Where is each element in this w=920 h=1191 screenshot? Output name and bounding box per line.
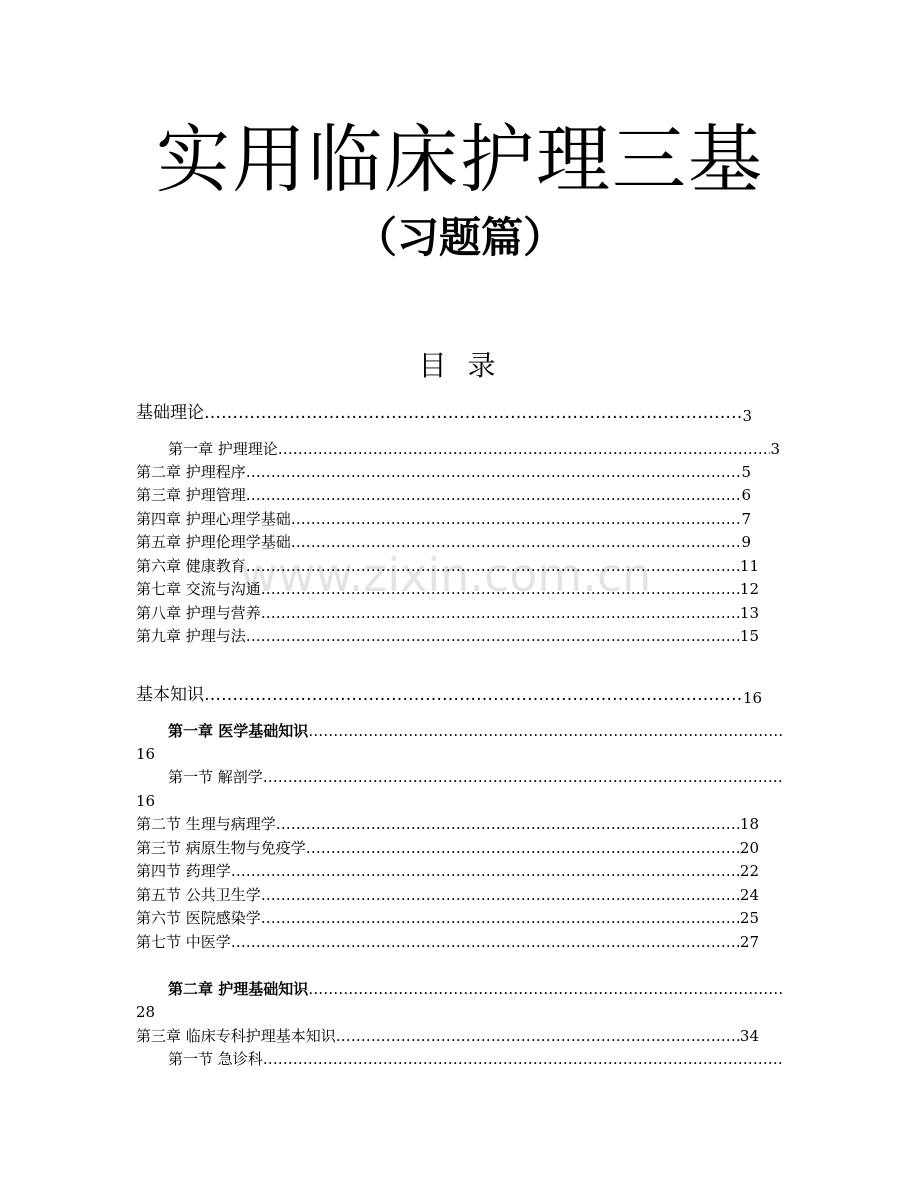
toc-page-number: 12 <box>739 580 759 598</box>
toc-leader-dots <box>336 1024 740 1048</box>
toc-entry[interactable] <box>168 437 780 461</box>
toc-entry[interactable] <box>136 460 751 484</box>
watermark: www.zixin.com.cn <box>240 548 652 602</box>
toc-part-basic-knowledge[interactable] <box>136 683 762 707</box>
toc-leader-dots <box>308 977 784 1001</box>
toc-label: 第二节 生理与病理学 <box>136 815 276 833</box>
toc-page-number: 22 <box>739 862 759 880</box>
toc-leader-dots <box>306 836 740 860</box>
toc-part-basic-theory[interactable] <box>136 401 752 425</box>
toc-entry[interactable] <box>136 836 759 860</box>
toc-leader-dots <box>261 883 740 907</box>
toc-page-number: 24 <box>739 886 759 904</box>
toc-entry[interactable] <box>136 554 759 578</box>
toc-label: 第八章 护理与营养 <box>136 604 261 622</box>
toc-entry[interactable] <box>136 1024 759 1048</box>
toc-entry[interactable] <box>136 601 759 625</box>
toc-label: 第四节 药理学 <box>136 862 231 880</box>
toc-leader-dots <box>261 906 740 930</box>
toc-page-number: 28 <box>136 1003 156 1021</box>
toc-entry[interactable] <box>136 930 759 954</box>
toc-label: 第二章 护理基础知识 <box>168 980 309 998</box>
toc-page-number: 25 <box>739 909 759 927</box>
toc-leader-dots <box>261 577 740 601</box>
toc-leader-dots <box>263 765 784 789</box>
toc-label: 基础理论 <box>136 403 204 423</box>
toc-leader-dots <box>246 460 742 484</box>
toc-leader-dots <box>291 507 742 531</box>
toc-label: 第六章 健康教育 <box>136 557 246 575</box>
toc-entry[interactable] <box>136 483 751 507</box>
toc-page-number: 3 <box>770 440 780 458</box>
toc-entry[interactable] <box>168 1047 784 1071</box>
toc-chapter-medical-basics[interactable] <box>168 719 784 743</box>
toc-leader-dots <box>204 683 743 707</box>
document-title: 实用临床护理三基 <box>156 117 764 203</box>
toc-page-number: 27 <box>739 933 759 951</box>
toc-entry[interactable] <box>168 765 784 789</box>
toc-label: 第一节 解剖学 <box>168 768 263 786</box>
toc-entry[interactable] <box>136 530 751 554</box>
toc-label: 基本知识 <box>136 685 204 705</box>
toc-page-number: 16 <box>742 689 762 707</box>
toc-heading: 目 录 <box>418 349 502 382</box>
toc-entry[interactable] <box>136 906 759 930</box>
toc-entry[interactable] <box>136 812 759 836</box>
toc-label: 第一章 医学基础知识 <box>168 722 309 740</box>
toc-page-number: 3 <box>742 407 752 425</box>
toc-page-number: 15 <box>739 627 759 645</box>
toc-label: 第七章 交流与沟通 <box>136 580 261 598</box>
toc-page-number: 34 <box>739 1027 759 1045</box>
toc-leader-dots <box>278 437 771 461</box>
toc-leader-dots <box>261 601 740 625</box>
toc-page-number: 16 <box>136 792 156 810</box>
toc-leader-dots <box>276 812 740 836</box>
toc-chapter-nursing-basics[interactable] <box>168 977 784 1001</box>
toc-leader-dots <box>263 1047 784 1071</box>
toc-label: 第二章 护理程序 <box>136 463 246 481</box>
toc-page-number: 20 <box>739 839 759 857</box>
toc-label: 第三节 病原生物与免疫学 <box>136 839 306 857</box>
toc-page-number: 18 <box>739 815 759 833</box>
toc-entry[interactable] <box>136 577 759 601</box>
toc-label: 第三章 护理管理 <box>136 486 246 504</box>
toc-leader-dots <box>231 859 740 883</box>
toc-label: 第五节 公共卫生学 <box>136 886 261 904</box>
toc-page-number: 16 <box>136 745 156 763</box>
toc-label: 第三章 临床专科护理基本知识 <box>136 1027 336 1045</box>
toc-label: 第五章 护理伦理学基础 <box>136 533 291 551</box>
toc-leader-dots <box>246 554 740 578</box>
toc-leader-dots <box>291 530 742 554</box>
toc-leader-dots <box>308 719 784 743</box>
toc-label: 第四章 护理心理学基础 <box>136 510 291 528</box>
toc-label: 第六节 医院感染学 <box>136 909 261 927</box>
toc-label: 第一节 急诊科 <box>168 1050 263 1068</box>
toc-leader-dots <box>204 401 742 425</box>
toc-page-number: 7 <box>741 510 751 528</box>
document-subtitle: （习题篇） <box>354 213 565 262</box>
toc-entry[interactable] <box>136 507 751 531</box>
toc-entry[interactable] <box>136 624 759 648</box>
toc-leader-dots <box>246 624 740 648</box>
toc-label: 第七节 中医学 <box>136 933 231 951</box>
toc-label: 第一章 护理理论 <box>168 440 278 458</box>
toc-page-number: 5 <box>741 463 751 481</box>
toc-leader-dots <box>231 930 740 954</box>
toc-label: 第九章 护理与法 <box>136 627 246 645</box>
toc-page-number: 9 <box>741 533 751 551</box>
toc-page-number: 11 <box>739 557 759 575</box>
toc-entry[interactable] <box>136 859 759 883</box>
toc-page-number: 13 <box>739 604 759 622</box>
toc-page-number: 6 <box>741 486 751 504</box>
toc-leader-dots <box>246 483 742 507</box>
toc-entry[interactable] <box>136 883 759 907</box>
